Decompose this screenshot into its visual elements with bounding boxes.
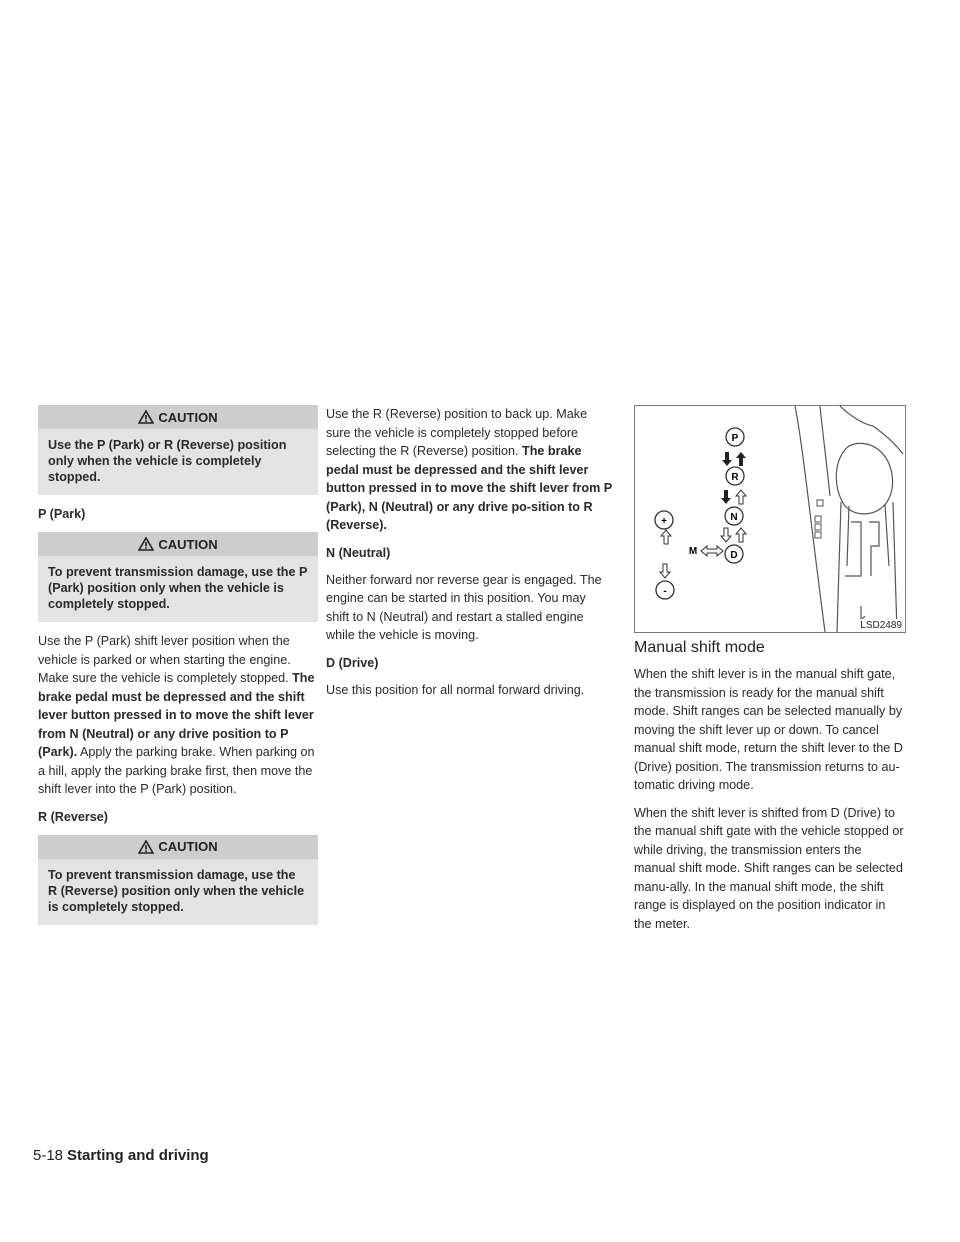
up-arrow-outline (736, 490, 746, 504)
shift-lever-figure (634, 405, 906, 633)
caution-box (38, 532, 318, 622)
up-arrow-outline (661, 530, 671, 544)
caution-label: CAUTION (158, 536, 218, 552)
drive-paragraph: Use this position for all normal forward driving. (326, 682, 585, 697)
left-right-arrow-outline (701, 546, 723, 556)
neutral-paragraph: Neither forward nor reverse gear is engaged. The engine can be started in this position. You may shift to N (Neutral) and restart a stalled engine while the vehicle is moving. (326, 572, 602, 642)
gear-r-label: R (731, 472, 739, 483)
reverse-paragraph (326, 405, 612, 535)
gear-p-label: P (731, 433, 739, 444)
column-right (634, 405, 906, 942)
warning-icon (138, 840, 154, 854)
shift-down-label: - (663, 586, 667, 597)
down-arrow-outline (721, 528, 731, 542)
caution-label: CAUTION (158, 839, 218, 854)
figure-code: LSD2489 (857, 619, 905, 632)
caution-header (38, 405, 318, 429)
page-footer (33, 1147, 209, 1164)
caution-text: To prevent transmission damage, use the P (Park) position only when the vehicle is completely stopped. (48, 565, 308, 611)
caution-text: To prevent transmission damage, use the R (Reverse) position only when the vehicle is completely stopped. (48, 867, 305, 914)
warning-icon (138, 410, 154, 424)
reverse-text: Use the R (Reverse) position to back up. Make sure the vehicle is completely stopped before selecting the R (Reverse) position. (326, 407, 588, 458)
column-middle (326, 405, 612, 708)
down-arrow-solid (721, 490, 731, 504)
down-arrow-outline (660, 564, 670, 578)
section-title: Starting and driving (67, 1147, 209, 1164)
caution-box (38, 405, 318, 495)
heading-park: P (Park) (38, 507, 86, 521)
heading-drive: D (Drive) (326, 655, 379, 670)
heading-manual-shift: Manual shift mode (634, 639, 765, 656)
park-text-2: Apply the parking brake. When parking on a hill, apply the parking brake first, then move the shift lever into the P (Park) position. (38, 745, 315, 796)
page-number: 5-18 (33, 1147, 64, 1164)
warning-icon (138, 537, 154, 551)
caution-box (38, 835, 318, 925)
gear-d-label: D (730, 550, 738, 561)
caution-header (38, 835, 318, 859)
park-paragraph (38, 632, 318, 799)
manual-gate-label: M (688, 546, 698, 557)
up-arrow-solid (736, 452, 746, 466)
down-arrow-solid (722, 452, 732, 466)
manual-paragraph-1: When the shift lever is in the manual shift gate, the transmission is ready for the manual shift mode. Shift ranges can be selected manually by moving the shift lever up or down. To cancel manual shift mode, return the shift lever to the D (Drive) position. The transmission returns to au-tomatic driving mode. (634, 667, 903, 792)
gear-n-label: N (730, 512, 738, 523)
up-arrow-outline (736, 528, 746, 542)
shift-lever-illustration (635, 406, 905, 632)
heading-neutral: N (Neutral) (326, 545, 391, 560)
park-bold-text: The brake pedal must be depressed and the shift lever button pressed in to move the shift lever from N (Neutral) or any drive position to P (Park). (38, 671, 315, 759)
caution-text: Use the P (Park) or R (Reverse) position only when the vehicle is completely stopped. (48, 438, 287, 484)
shift-up-label: + (661, 516, 667, 527)
manual-paragraph-2: When the shift lever is shifted from D (Drive) to the manual shift gate with the vehicle stopped or while driving, the transmission enters the manual shift mode. Shift ranges can be selected manu-ally. In the manual shift mode, the shift range is displayed on the position indicator in the meter. (634, 805, 904, 931)
caution-label: CAUTION (158, 409, 218, 425)
park-text: Use the P (Park) shift lever position when the vehicle is parked or when starting the engine. Make sure the vehicle is completely stopped. (38, 634, 293, 685)
reverse-bold-text: The brake pedal must be depressed and the shift lever button pressed in to move the shift lever from P (Park), N (Neutral) or any drive po-sition to R (Reverse). (326, 444, 612, 532)
heading-reverse: R (Reverse) (38, 809, 108, 824)
column-left (38, 405, 318, 935)
caution-header (38, 532, 318, 556)
